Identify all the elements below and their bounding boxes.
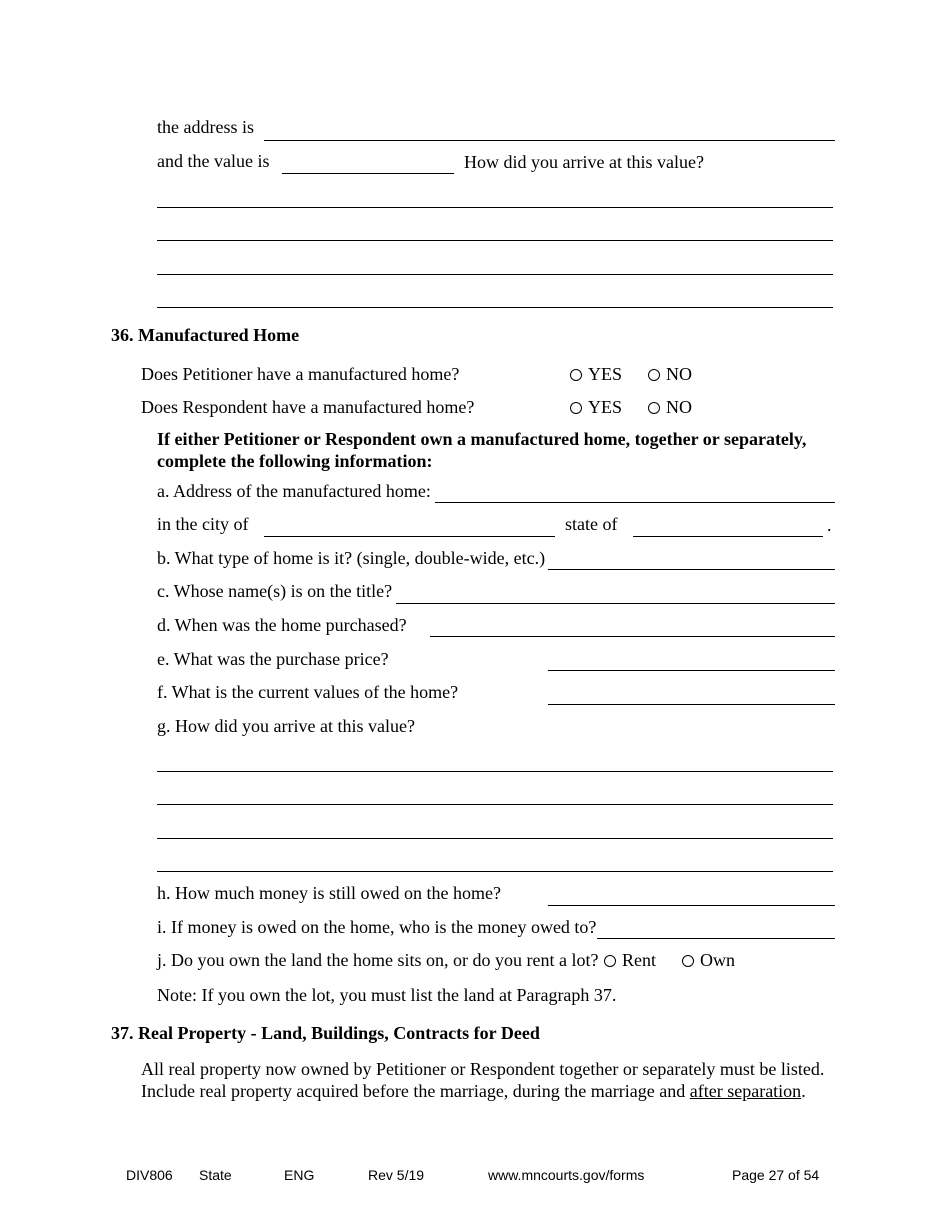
how-value-line-3[interactable] [157, 274, 833, 275]
own-label: Own [700, 950, 735, 970]
radio-circle-icon [682, 955, 694, 967]
arrive-value-line-3[interactable] [157, 838, 833, 839]
arrive-value-line-1[interactable] [157, 771, 833, 772]
item-i-label: i. If money is owed on the home, who is the money owed to? [157, 917, 597, 937]
item-d-label: d. When was the home purchased? [157, 615, 407, 635]
purchase-date-field[interactable] [430, 636, 835, 637]
money-owed-field[interactable] [548, 905, 835, 906]
footer-language: ENG [284, 1167, 315, 1183]
state-field[interactable] [633, 536, 823, 537]
item-j-label: j. Do you own the land the home sits on, or do you rent a lot? [157, 950, 599, 970]
address-label: the address is [157, 117, 254, 137]
text-2-suffix: . [801, 1081, 806, 1101]
how-value-line-4[interactable] [157, 307, 833, 308]
title-names-field[interactable] [396, 603, 835, 604]
instruction-text: If either Petitioner or Respondent own a manufactured home, together or separately, complete the following information: [157, 429, 807, 471]
item-h-label: h. How much money is still owed on the home? [157, 883, 501, 903]
radio-circle-icon [604, 955, 616, 967]
footer-form-code: DIV806 [126, 1167, 173, 1183]
radio-circle-icon [570, 369, 582, 381]
respondent-yes-radio[interactable] [570, 397, 622, 417]
radio-circle-icon [648, 369, 660, 381]
respondent-no-radio[interactable] [648, 397, 692, 417]
item-b-label: b. What type of home is it? (single, double-wide, etc.) [157, 548, 546, 568]
yes-label: YES [588, 364, 623, 384]
rent-label: Rent [622, 950, 656, 970]
arrive-value-line-2[interactable] [157, 804, 833, 805]
how-value-line-2[interactable] [157, 240, 833, 241]
section-37-text-1: All real property now owned by Petitioner or Respondent together or separately must be listed. [141, 1059, 825, 1079]
arrive-value-line-4[interactable] [157, 871, 833, 872]
petitioner-question: Does Petitioner have a manufactured home? [141, 364, 460, 384]
item-a-label: a. Address of the manufactured home: [157, 481, 431, 501]
owed-to-field[interactable] [597, 938, 835, 939]
radio-circle-icon [570, 402, 582, 414]
petitioner-yes-radio[interactable] [570, 364, 622, 384]
period: . [827, 515, 832, 535]
city-label: in the city of [157, 514, 249, 534]
yes-label: YES [588, 397, 623, 417]
footer-url: www.mncourts.gov/forms [488, 1167, 645, 1183]
item-e-label: e. What was the purchase price? [157, 649, 389, 669]
value-label: and the value is [157, 151, 270, 171]
note-text: Note: If you own the lot, you must list the land at Paragraph 37. [157, 985, 617, 1005]
respondent-question: Does Respondent have a manufactured home? [141, 397, 475, 417]
current-value-field[interactable] [548, 704, 835, 705]
text-2-prefix: Include real property acquired before the marriage, during the marriage and [141, 1081, 690, 1101]
item-f-label: f. What is the current values of the home? [157, 682, 459, 702]
state-label: state of [565, 514, 618, 534]
footer-page-number: Page 27 of 54 [732, 1167, 820, 1183]
radio-circle-icon [648, 402, 660, 414]
no-label: NO [666, 364, 692, 384]
city-field[interactable] [264, 536, 555, 537]
how-value-label: How did you arrive at this value? [464, 152, 704, 172]
item-c-label: c. Whose name(s) is on the title? [157, 581, 393, 601]
rent-radio[interactable] [604, 950, 656, 970]
own-radio[interactable] [682, 950, 735, 970]
home-type-field[interactable] [548, 569, 835, 570]
address-field[interactable] [264, 140, 835, 141]
purchase-price-field[interactable] [548, 670, 835, 671]
section-37-title: 37. Real Property - Land, Buildings, Contracts for Deed [111, 1023, 540, 1043]
after-separation-text: after separation [689, 1081, 802, 1101]
section-36-title: 36. Manufactured Home [111, 325, 300, 345]
manufactured-address-field[interactable] [435, 502, 835, 503]
footer-state: State [199, 1167, 232, 1183]
section-37-text-2 [141, 1080, 806, 1102]
how-value-line-1[interactable] [157, 207, 833, 208]
value-field[interactable] [282, 173, 454, 174]
no-label: NO [666, 397, 692, 417]
item-g-label: g. How did you arrive at this value? [157, 716, 415, 736]
footer-revision: Rev 5/19 [368, 1167, 425, 1183]
petitioner-no-radio[interactable] [648, 364, 692, 384]
